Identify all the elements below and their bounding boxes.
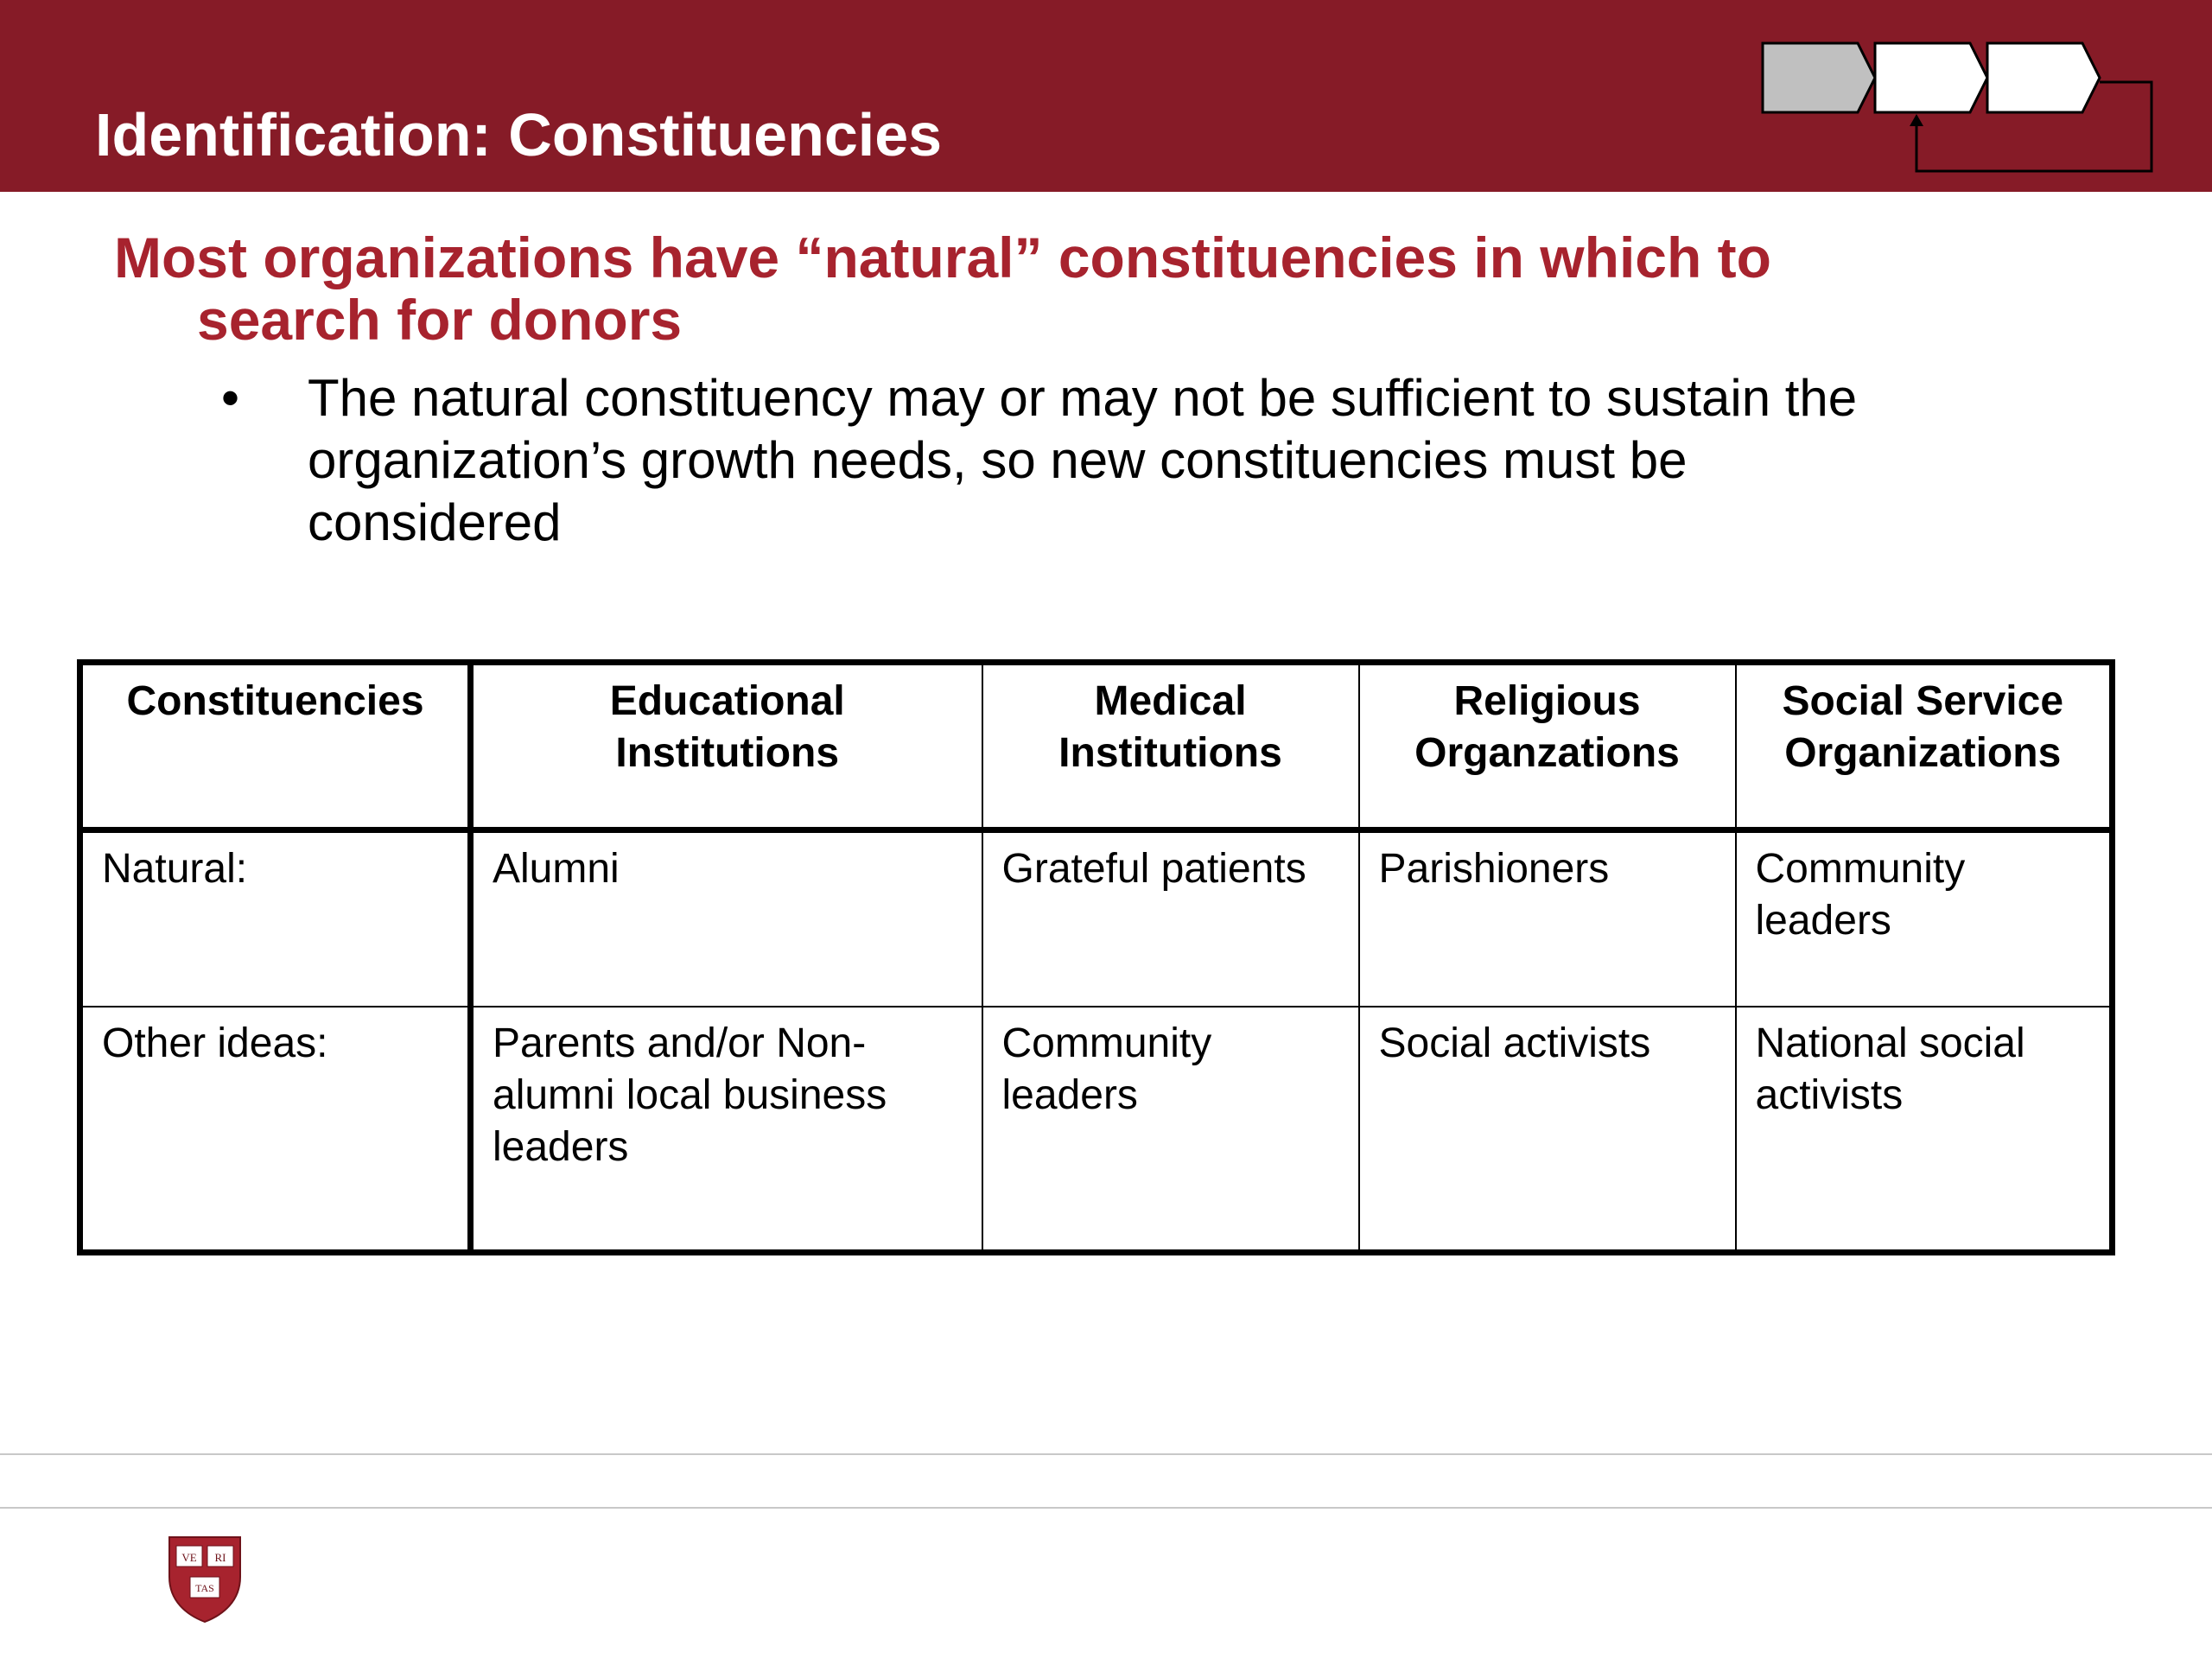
svg-text:TAS: TAS xyxy=(195,1582,214,1594)
column-header-religious: Religious Organzations xyxy=(1359,663,1736,830)
row-label: Other ideas: xyxy=(80,1007,471,1253)
headline xyxy=(114,226,2101,351)
headline-line: Most organizations have “natural” constituencies in which to xyxy=(114,226,1771,289)
bullet-text-line: organization’s growth needs, so new constituencies must be xyxy=(308,431,1688,489)
table-cell: Grateful patients xyxy=(982,830,1359,1007)
column-header-constituencies: Constituencies xyxy=(80,663,471,830)
row-label: Natural: xyxy=(80,830,471,1007)
process-step-1-icon xyxy=(1763,43,1875,112)
table-cell: Social activists xyxy=(1359,1007,1736,1253)
table-row-natural xyxy=(80,830,2113,1007)
svg-text:VE: VE xyxy=(181,1551,197,1564)
table-cell: Community leaders xyxy=(982,1007,1359,1253)
slide-title: Identification: Constituencies xyxy=(95,101,943,168)
footer-divider xyxy=(0,1507,2212,1509)
column-header-educational: Educational Institutions xyxy=(471,663,982,830)
bullet-text-line: The natural constituency may or may not be sufficient to sustain the xyxy=(308,369,1858,427)
column-header-social-service: Social Service Organizations xyxy=(1736,663,2113,830)
bullet-text xyxy=(308,367,2036,554)
arrowhead-icon xyxy=(1910,114,1923,126)
table-cell: Parishioners xyxy=(1359,830,1736,1007)
column-header-medical: Medical Institutions xyxy=(982,663,1359,830)
table-cell: National social activists xyxy=(1736,1007,2113,1253)
svg-text:RI: RI xyxy=(214,1551,226,1564)
table-cell: Parents and/or Non- alumni local business leaders xyxy=(471,1007,982,1253)
bullet-marker: • xyxy=(221,369,240,427)
table-header-row xyxy=(80,663,2113,830)
process-steps-graphic xyxy=(1754,35,2186,181)
table-cell: Community leaders xyxy=(1736,830,2113,1007)
bullet-text-line: considered xyxy=(308,493,562,551)
harvard-shield-icon xyxy=(166,1534,244,1624)
constituencies-table-wrapper xyxy=(77,659,2115,1255)
headline-line: search for donors xyxy=(197,288,683,352)
table-row-other-ideas xyxy=(80,1007,2113,1253)
process-step-2-icon xyxy=(1875,43,1987,112)
table-cell: Alumni xyxy=(471,830,982,1007)
footer-divider xyxy=(0,1453,2212,1455)
process-step-3-icon xyxy=(1987,43,2100,112)
constituencies-table xyxy=(77,659,2115,1255)
